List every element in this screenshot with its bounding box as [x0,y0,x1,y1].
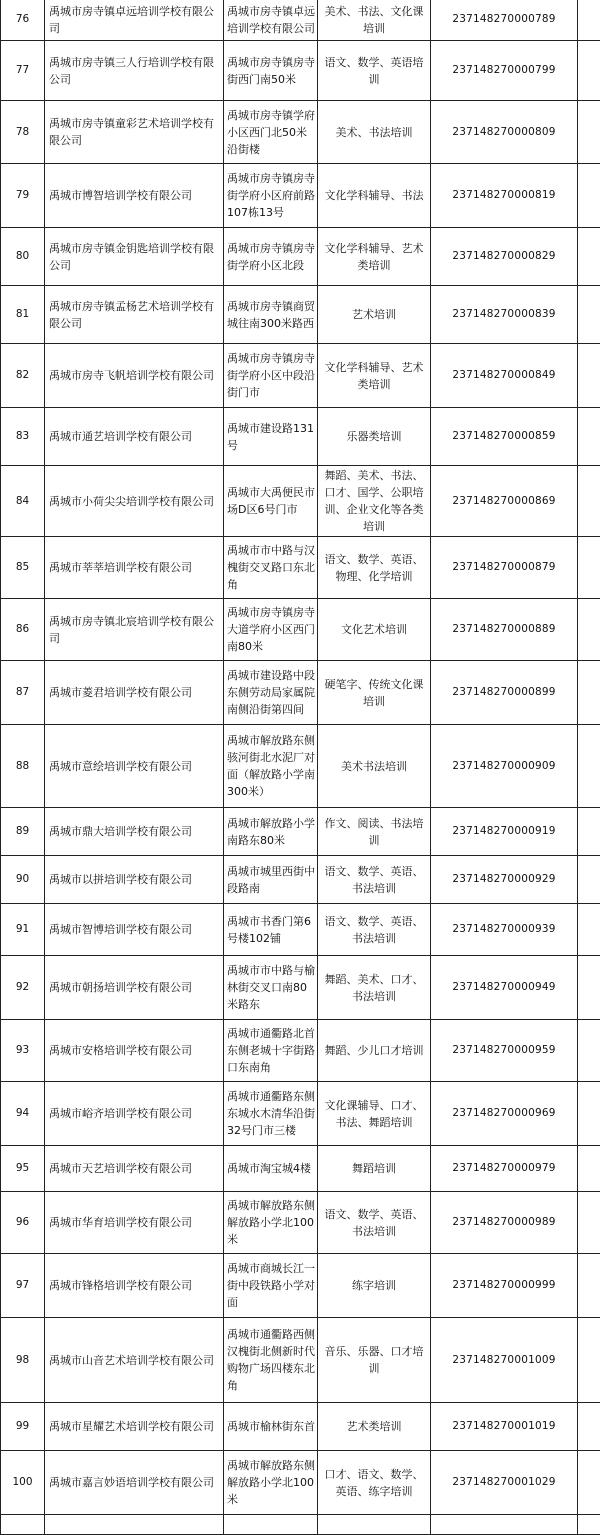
table-row [1,1146,600,1192]
row-number: 85 [1,537,45,599]
row-number: 80 [1,228,45,286]
training-scope: 语文、数学、英语、书法培训 [318,856,431,904]
training-scope: 美术、书法培训 [318,101,431,164]
row-number: 91 [1,904,45,956]
blank-cell [578,164,600,228]
table-row [1,466,600,537]
registration-code: 237148270000929 [431,856,578,904]
school-name: 禹城市山音艺术培训学校有限公司 [45,1318,224,1403]
school-name: 禹城市意绘培训学校有限公司 [45,725,224,808]
table-row [1,41,600,101]
registration-code: 237148270001019 [431,1403,578,1451]
registration-code: 237148270001009 [431,1318,578,1403]
table-row [1,904,600,956]
school-name: 禹城市房寺镇童彩艺术培训学校有限公司 [45,101,224,164]
school-name: 禹城市嘉言妙语培训学校有限公司 [45,1451,224,1515]
table-row [1,344,600,408]
row-number: 77 [1,41,45,101]
blank-cell [578,344,600,408]
school-name: 禹城市房寺镇三人行培训学校有限公司 [45,41,224,101]
school-name: 禹城市通艺培训学校有限公司 [45,408,224,466]
registration-code: 237148270001029 [431,1451,578,1515]
registration-code: 237148270000979 [431,1146,578,1192]
registration-code: 237148270000999 [431,1254,578,1318]
school-name: 禹城市安格培训学校有限公司 [45,1020,224,1082]
row-number: 92 [1,956,45,1020]
row-number: 97 [1,1254,45,1318]
row-number: 100 [1,1451,45,1515]
registration-code: 237148270000789 [431,0,578,41]
school-name: 禹城市天艺培训学校有限公司 [45,1146,224,1192]
blank-cell [578,725,600,808]
school-address: 禹城市房寺镇商贸城往南300米路西 [224,286,318,344]
school-address: 禹城市解放路东侧解放路小学北100米 [224,1451,318,1515]
blank-cell [578,1254,600,1318]
school-name: 禹城市鼎大培训学校有限公司 [45,808,224,856]
row-number: 84 [1,466,45,537]
training-scope: 文化学科辅导、艺术类培训 [318,228,431,286]
blank-cell [578,904,600,956]
table-row [1,1192,600,1254]
table-row [1,1082,600,1146]
table-row [1,1451,600,1515]
row-number: 93 [1,1020,45,1082]
table-row [1,856,600,904]
school-address: 禹城市市中路与榆林街交叉口南80米路东 [224,956,318,1020]
school-name: 禹城市房寺镇北宸培训学校有限公司 [45,599,224,661]
training-scope: 文化学科辅导、书法 [318,164,431,228]
school-address: 禹城市建设路131号 [224,408,318,466]
school-address: 禹城市榆林街东首 [224,1403,318,1451]
row-number: 88 [1,725,45,808]
training-scope: 语文、数学、英语、物理、化学培训 [318,537,431,599]
empty-cell [318,1515,431,1535]
training-scope: 文化艺术培训 [318,599,431,661]
row-number: 90 [1,856,45,904]
table-row [1,808,600,856]
blank-cell [578,466,600,537]
training-scope: 美术书法培训 [318,725,431,808]
row-number: 81 [1,286,45,344]
training-scope: 艺术培训 [318,286,431,344]
registration-code: 237148270000859 [431,408,578,466]
school-name: 禹城市房寺飞帆培训学校有限公司 [45,344,224,408]
registration-code: 237148270000799 [431,41,578,101]
row-number: 96 [1,1192,45,1254]
school-name: 禹城市星耀艺术培训学校有限公司 [45,1403,224,1451]
blank-cell [578,856,600,904]
registration-code: 237148270000899 [431,661,578,725]
registration-code: 237148270000809 [431,101,578,164]
school-address: 禹城市房寺镇卓远培训学校有限公司 [224,0,318,41]
row-number: 95 [1,1146,45,1192]
table-row [1,599,600,661]
registration-code: 237148270000849 [431,344,578,408]
table-row [1,956,600,1020]
blank-cell [578,0,600,41]
registration-code: 237148270000949 [431,956,578,1020]
empty-cell [1,1515,45,1535]
table-row [1,1403,600,1451]
school-name: 禹城市房寺镇卓远培训学校有限公司 [45,0,224,41]
training-scope: 舞蹈、美术、书法、口才、国学、公职培训、企业文化等各类培训 [318,466,431,537]
school-name: 禹城市华育培训学校有限公司 [45,1192,224,1254]
school-address: 禹城市解放路东侧解放路小学北100米 [224,1192,318,1254]
blank-cell [578,1192,600,1254]
table-row [1,661,600,725]
training-scope: 口才、语文、数学、英语、练字培训 [318,1451,431,1515]
table-row [1,1318,600,1403]
training-scope: 乐器类培训 [318,408,431,466]
table-row [1,1254,600,1318]
blank-cell [578,537,600,599]
blank-cell [578,1318,600,1403]
school-name: 禹城市博智培训学校有限公司 [45,164,224,228]
row-number: 87 [1,661,45,725]
row-number: 98 [1,1318,45,1403]
blank-cell [578,1082,600,1146]
school-name: 禹城市朝扬培训学校有限公司 [45,956,224,1020]
school-address: 禹城市商城长江一街中段铁路小学对面 [224,1254,318,1318]
registration-code: 237148270000829 [431,228,578,286]
blank-cell [578,1146,600,1192]
row-number: 79 [1,164,45,228]
registration-code: 237148270000869 [431,466,578,537]
training-scope: 语文、数学、英语培训 [318,41,431,101]
blank-cell [578,1403,600,1451]
table-body [1,0,600,1535]
school-name: 禹城市以拼培训学校有限公司 [45,856,224,904]
training-scope: 文化课辅导、口才、书法、舞蹈培训 [318,1082,431,1146]
training-scope: 作文、阅读、书法培训 [318,808,431,856]
registration-code: 237148270000819 [431,164,578,228]
row-number: 89 [1,808,45,856]
school-address: 禹城市建设路中段东侧劳动局家属院南侧沿街第四间 [224,661,318,725]
empty-cell [45,1515,224,1535]
registration-code: 237148270000989 [431,1192,578,1254]
school-address: 禹城市书香门第6号楼102铺 [224,904,318,956]
empty-cell [224,1515,318,1535]
row-number: 76 [1,0,45,41]
blank-cell [578,808,600,856]
blank-cell [578,41,600,101]
table-row [1,725,600,808]
blank-cell [578,1451,600,1515]
table-row [1,537,600,599]
blank-cell [578,956,600,1020]
school-address: 禹城市房寺镇房寺街学府小区府前路107栋13号 [224,164,318,228]
training-scope: 文化学科辅导、艺术类培训 [318,344,431,408]
table-row [1,101,600,164]
training-scope: 舞蹈培训 [318,1146,431,1192]
empty-cell [431,1515,578,1535]
school-name: 禹城市房寺镇孟杨艺术培训学校有限公司 [45,286,224,344]
school-address: 禹城市房寺镇房寺街西门南50米 [224,41,318,101]
registration-code: 237148270000919 [431,808,578,856]
empty-cell [578,1515,600,1535]
school-address: 禹城市房寺镇房寺街学府小区北段 [224,228,318,286]
school-name: 禹城市智博培训学校有限公司 [45,904,224,956]
training-scope: 舞蹈、少儿口才培训 [318,1020,431,1082]
training-scope: 练字培训 [318,1254,431,1318]
school-name: 禹城市菱君培训学校有限公司 [45,661,224,725]
blank-cell [578,101,600,164]
table-row [1,408,600,466]
training-scope: 舞蹈、美术、口才、书法培训 [318,956,431,1020]
school-name: 禹城市莘莘培训学校有限公司 [45,537,224,599]
blank-cell [578,1020,600,1082]
school-name: 禹城市小荷尖尖培训学校有限公司 [45,466,224,537]
school-address: 禹城市大禹便民市场D区6号门市 [224,466,318,537]
blank-cell [578,286,600,344]
registration-code: 237148270000879 [431,537,578,599]
school-address: 禹城市房寺镇房寺街学府小区中段沿街门市 [224,344,318,408]
registration-code: 237148270000889 [431,599,578,661]
school-address: 禹城市解放路小学南路东80米 [224,808,318,856]
registration-code: 237148270000909 [431,725,578,808]
row-number: 86 [1,599,45,661]
school-address: 禹城市城里西街中段路南 [224,856,318,904]
row-number: 82 [1,344,45,408]
table-row [1,0,600,41]
school-address: 禹城市通衢路西侧汉槐街北侧新时代购物广场四楼东北角 [224,1318,318,1403]
school-address: 禹城市解放路东侧骇河街北水泥厂对面（解放路小学南300米） [224,725,318,808]
school-name: 禹城市峪齐培训学校有限公司 [45,1082,224,1146]
table-row [1,286,600,344]
row-number: 78 [1,101,45,164]
row-number: 83 [1,408,45,466]
training-scope: 音乐、乐器、口才培训 [318,1318,431,1403]
school-name: 禹城市房寺镇金钥匙培训学校有限公司 [45,228,224,286]
blank-cell [578,228,600,286]
table-row [1,1020,600,1082]
school-address: 禹城市房寺镇学府小区西门北50米沿街楼 [224,101,318,164]
training-scope: 语文、数学、英语、书法培训 [318,904,431,956]
school-address: 禹城市通衢路北首东侧老城十字街路口东南角 [224,1020,318,1082]
registration-code: 237148270000969 [431,1082,578,1146]
table-row [1,1515,600,1535]
registration-code: 237148270000939 [431,904,578,956]
registration-code: 237148270000839 [431,286,578,344]
school-address: 禹城市市中路与汉槐街交叉路口东北角 [224,537,318,599]
blank-cell [578,661,600,725]
training-scope: 美术、书法、文化课培训 [318,0,431,41]
registration-code: 237148270000959 [431,1020,578,1082]
table-row [1,164,600,228]
row-number: 94 [1,1082,45,1146]
row-number: 99 [1,1403,45,1451]
school-address: 禹城市房寺镇房寺大道学府小区西门南80米 [224,599,318,661]
school-name: 禹城市锋格培训学校有限公司 [45,1254,224,1318]
training-scope: 艺术类培训 [318,1403,431,1451]
school-address: 禹城市通衢路东侧东城水木清华沿街32号门市三楼 [224,1082,318,1146]
training-scope: 语文、数学、英语、书法培训 [318,1192,431,1254]
table-row [1,228,600,286]
blank-cell [578,599,600,661]
blank-cell [578,408,600,466]
school-address: 禹城市淘宝城4楼 [224,1146,318,1192]
training-scope: 硬笔字、传统文化课培训 [318,661,431,725]
